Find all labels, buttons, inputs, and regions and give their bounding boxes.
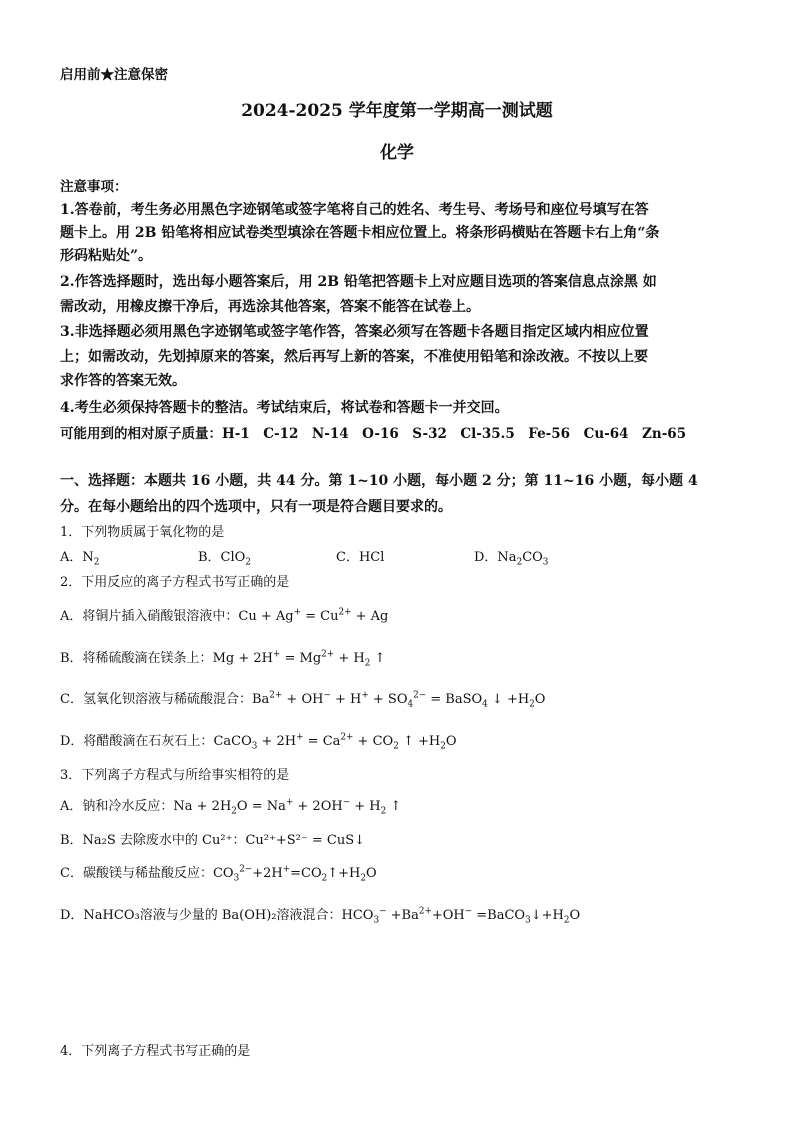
equation: CaCO$_3$ + $2H^+ = Ca^{2+} + CO_2$ ↑ $+H_2O$ [213, 732, 457, 752]
notice-line: 需改动，用橡皮擦干净后，再选涂其他答案，答案不能答在试卷上。 [60, 299, 480, 315]
question-1-option-c: C．HCl [336, 550, 385, 565]
question-1-option-d: D．$Na_2CO_3$ [474, 550, 549, 568]
notice-line: 2.作答选择题时，选出每小题答案后，用 2B 铅笔把答题卡上对应题目选项的答案信息点涂黑 如 [60, 274, 657, 290]
confidential-label: 启用前★注意保密 [60, 67, 168, 83]
equation: $Ba^{2+} + OH^- + H^+ + SO_4^{2-}$ = BaSO$_4$ ↓ $+H_2O$ [251, 690, 546, 710]
question-2-option-d: D．将醋酸滴在石灰石上：CaCO$_3$ + $2H^+ = Ca^{2+} + CO_2$ ↑ $+H_2O$ [60, 732, 457, 752]
question-3-option-b: B．Na₂S 去除废水中的 Cu²⁺：Cu²⁺+S²⁻ = CuS↓ [60, 833, 366, 848]
equation: $HCO_3^- +Ba^{2+}+OH^-$ $=BaCO_3↓+H_2O$ [341, 906, 581, 926]
equation: $Cu + Ag^+ = Cu^{2+} + Ag$ [238, 607, 389, 624]
notice-heading: 注意事项： [60, 179, 128, 195]
question-2-stem: 2．下用反应的离子方程式书写正确的是 [60, 575, 290, 590]
question-1-option-b: B．ClO$_2$ [198, 550, 251, 568]
question-1-option-a: A．$N_2$ [60, 550, 100, 568]
question-4-stem: 4．下列离子方程式书写正确的是 [60, 1044, 251, 1059]
subject-title: 化学 [380, 143, 414, 163]
section-one-line: 一、选择题：本题共 16 小题，共 44 分。第 1~10 小题，每小题 2 分；第 11~16 小题，每小题 4 [60, 473, 698, 489]
question-3-stem: 3．下列离子方程式与所给事实相符的是 [60, 768, 290, 783]
section-one-line: 分。在每小题给出的四个选项中，只有一项是符合题目要求的。 [60, 499, 452, 515]
question-2-option-a: A．将铜片插入硝酸银溶液中：$Cu + Ag^+ = Cu^{2+} + Ag$ [60, 607, 389, 624]
question-3-option-c: C．碳酸镁与稀盐酸反应：$CO_3^{2-}+2H^+=CO_2↑+H_2O$ [60, 864, 377, 884]
equation: $CO_3^{2-}+2H^+=CO_2↑+H_2O$ [212, 864, 377, 884]
equation: $Na + 2H_2O = Na^+ + 2OH^- + H_2$ ↑ [173, 797, 402, 817]
question-1-stem: 1．下列物质属于氧化物的是 [60, 525, 225, 540]
question-3-option-a: A．钠和冷水反应：$Na + 2H_2O = Na^+ + 2OH^- + H_2$ ↑ [60, 797, 402, 817]
notice-line: 上；如需改动，先划掉原来的答案，然后再写上新的答案，不准使用铅笔和涂改液。不按以上要 [60, 349, 648, 365]
question-2-option-c: C．氢氧化钡溶液与稀硫酸混合：$Ba^{2+} + OH^- + H^+ + SO_4^{2-}$ = BaSO$_4$ ↓ $+H_2O$ [60, 690, 546, 710]
notice-line: 3.非选择题必须用黑色字迹钢笔或签字笔作答，答案必须写在答题卡各题目指定区域内相应位置 [60, 324, 649, 340]
atomic-mass-line: 可能用到的相对原子质量：H-1 C-12 N-14 O-16 S-32 Cl-35.5 Fe-56 Cu-64 Zn-65 [60, 426, 687, 442]
equation: $Mg + 2H^+ = Mg^{2+} + H_2$ ↑ [212, 649, 386, 669]
exam-title: 2024-2025 学年度第一学期高一测试题 [241, 101, 553, 121]
notice-line: 1.答卷前，考生务必用黑色字迹钢笔或签字笔将自己的姓名、考生号、考场号和座位号填写在答 [60, 202, 649, 218]
question-2-option-b: B．将稀硫酸滴在镁条上：$Mg + 2H^+ = Mg^{2+} + H_2$ ↑ [60, 649, 386, 669]
notice-line: 形码粘贴处”。 [60, 248, 153, 264]
notice-line: 4.考生必须保持答题卡的整洁。考试结束后，将试卷和答题卡一并交回。 [60, 400, 509, 416]
notice-line: 题卡上。用 2B 铅笔将相应试卷类型填涂在答题卡相应位置上。将条形码横贴在答题卡右上角“条 [60, 225, 660, 241]
question-3-option-d: D．NaHCO₃溶液与少量的 Ba(OH)₂溶液混合：$HCO_3^- +Ba^{2+}+OH^-$ $=BaCO_3↓+H_2O$ [60, 906, 581, 926]
notice-line: 求作答的答案无效。 [60, 373, 186, 389]
